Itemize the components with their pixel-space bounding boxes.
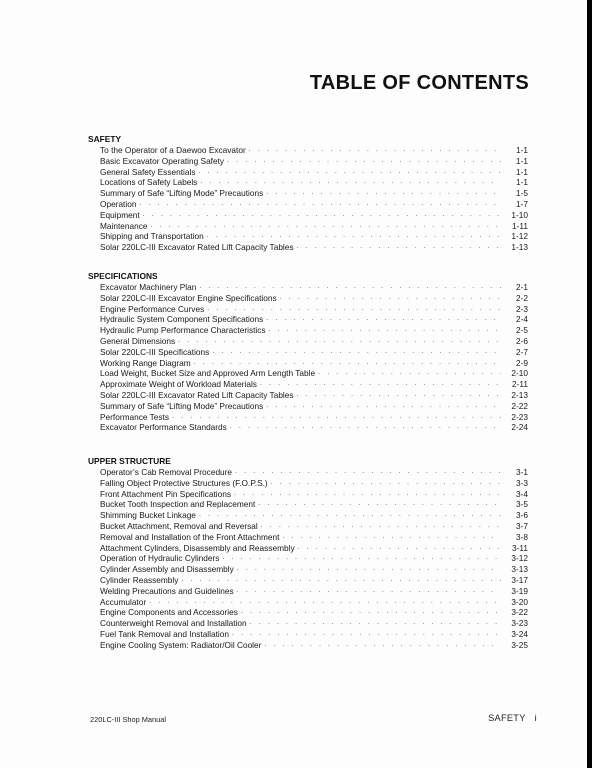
toc-entry-page: 1-5 — [516, 188, 528, 199]
dot-leader — [271, 478, 501, 489]
toc-entry-page: 3-25 — [511, 639, 528, 650]
toc-entry-page: 2-23 — [511, 411, 528, 422]
toc-entry-label: Counterweight Removal and Installation — [100, 618, 247, 629]
toc-entry-label: Summary of Safe “Lifting Mode” Precautions — [100, 400, 264, 411]
toc-entry[interactable] — [100, 221, 528, 232]
toc-entry-page: 3-17 — [511, 574, 528, 585]
toc-entry-page: 2-7 — [516, 346, 528, 357]
toc-entry-page: 3-20 — [511, 596, 528, 607]
toc-entry-page: 3-5 — [516, 499, 528, 510]
toc-entry-page: 3-12 — [511, 553, 528, 564]
toc-entry-label: Attachment Cylinders, Disassembly and Reassembly — [100, 542, 295, 553]
dot-leader — [261, 521, 501, 532]
toc-entry-label: Shimming Bucket Linkage — [100, 510, 196, 521]
toc-entry[interactable] — [100, 553, 528, 564]
toc-entry[interactable] — [100, 188, 528, 199]
dot-leader — [181, 575, 501, 586]
dot-leader — [199, 282, 501, 293]
toc-entry-label: Engine Performance Curves — [100, 303, 205, 314]
dot-leader — [297, 390, 501, 401]
toc-entry-label: Summary of Safe “Lifting Mode” Precautions — [100, 188, 264, 199]
dot-leader — [143, 210, 501, 221]
toc-entry-label: Equipment — [100, 209, 140, 220]
section-heading: SPECIFICATIONS — [88, 271, 158, 281]
toc-entry-page: 2-9 — [516, 357, 528, 368]
toc-entry-page: 1-1 — [516, 177, 528, 188]
toc-entry-page: 2-10 — [511, 368, 528, 379]
toc-entry[interactable] — [100, 575, 528, 586]
dot-leader — [266, 188, 501, 199]
toc-entry[interactable] — [100, 629, 528, 640]
toc-entry-page: 2-13 — [511, 389, 528, 400]
toc-entry-page: 3-22 — [511, 607, 528, 618]
toc-entry[interactable] — [100, 586, 528, 597]
toc-entry-page: 1-1 — [516, 145, 528, 155]
dot-leader — [298, 543, 501, 554]
toc-entry[interactable] — [100, 368, 528, 379]
toc-entry-page: 2-1 — [516, 282, 528, 292]
toc-entry-label: Falling Object Protective Structures (F.O.P.S.) — [100, 477, 268, 488]
toc-entry-page: 1-12 — [511, 231, 528, 242]
toc-entry-page: 1-11 — [512, 220, 528, 231]
toc-entry-page: 2-24 — [511, 422, 528, 433]
toc-entry-page: 1-1 — [516, 155, 528, 166]
section-heading: SAFETY — [88, 134, 122, 144]
toc-entry-label: Approximate Weight of Workload Materials — [100, 379, 257, 390]
toc-entry[interactable] — [100, 390, 528, 401]
toc-entry-label: Locations of Safety Labels — [100, 177, 198, 188]
toc-entry-page: 3-23 — [511, 618, 528, 629]
dot-leader — [297, 242, 501, 253]
toc-entry-label: Performance Tests — [100, 411, 170, 422]
toc-entry[interactable] — [100, 412, 528, 423]
dot-leader — [230, 422, 501, 433]
toc-entry[interactable] — [100, 325, 528, 336]
toc-entry[interactable] — [100, 293, 528, 304]
toc-entry-label: Accumulator — [100, 596, 147, 607]
toc-entry[interactable] — [100, 499, 528, 510]
toc-entry-page: 1-7 — [516, 198, 528, 209]
toc-entry-label: Excavator Performance Standards — [100, 422, 227, 433]
dot-leader — [237, 586, 501, 597]
dot-leader — [207, 231, 501, 242]
dot-leader — [235, 467, 501, 478]
toc-section-specifications — [88, 270, 528, 433]
toc-entry[interactable] — [100, 347, 528, 358]
toc-entry-label: Hydraulic Pump Performance Characteristics — [100, 325, 266, 336]
toc-entry-label: Removal and Installation of the Front Attachment — [100, 531, 280, 542]
dot-leader — [234, 489, 501, 500]
toc-entry[interactable] — [100, 401, 528, 412]
toc-entry[interactable] — [100, 489, 528, 500]
toc-entry[interactable] — [100, 242, 528, 253]
toc-entry[interactable] — [100, 564, 528, 575]
toc-section-upper-structure — [88, 455, 528, 651]
toc-entry[interactable] — [100, 145, 528, 156]
toc-entry-page: 2-2 — [516, 292, 528, 303]
toc-entry-page: 3-3 — [516, 477, 528, 488]
toc-entry[interactable] — [100, 510, 528, 521]
toc-entry[interactable] — [100, 543, 528, 554]
toc-entry[interactable] — [100, 336, 528, 347]
dot-leader — [227, 156, 501, 167]
toc-entry-label: To the Operator of a Daewoo Excavator — [100, 145, 246, 155]
dot-leader — [200, 177, 501, 188]
footer-manual-name: 220LC-III Shop Manual — [90, 715, 167, 724]
dot-leader — [249, 145, 501, 156]
dot-leader — [178, 336, 501, 347]
toc-entry-label: Fuel Tank Removal and Installation — [100, 628, 229, 639]
toc-entry[interactable] — [100, 314, 528, 325]
toc-entry-page: 3-19 — [511, 585, 528, 596]
toc-entry[interactable] — [100, 532, 528, 543]
dot-leader — [250, 618, 501, 629]
dot-leader — [232, 629, 501, 640]
toc-entry[interactable] — [100, 597, 528, 608]
toc-entry-page: 3-24 — [511, 628, 528, 639]
toc-entry-label: Bucket Attachment, Removal and Reversal — [100, 520, 258, 531]
toc-entry[interactable] — [100, 156, 528, 167]
dot-leader — [172, 412, 501, 423]
toc-entry-label: Operator’s Cab Removal Procedure — [100, 467, 233, 477]
toc-entry-label: Load Weight, Bucket Size and Approved Arm Length Table — [100, 368, 316, 379]
toc-section-safety — [88, 133, 528, 253]
toc-entry-page: 3-1 — [516, 467, 528, 477]
footer-section-name: SAFETY — [488, 713, 526, 723]
toc-entry-label: Operation of Hydraulic Cylinders — [100, 553, 220, 564]
toc-entry[interactable] — [100, 167, 528, 178]
toc-entry-label: Welding Precautions and Guidelines — [100, 585, 234, 596]
toc-entry[interactable] — [100, 618, 528, 629]
toc-entry-label: Excavator Machinery Plan — [100, 282, 197, 292]
dot-leader — [266, 314, 501, 325]
dot-leader — [207, 304, 501, 315]
toc-entry-page: 3-4 — [516, 488, 528, 499]
dot-leader — [151, 221, 501, 232]
dot-leader — [149, 597, 501, 608]
dot-leader — [241, 607, 501, 618]
toc-entry[interactable] — [100, 358, 528, 369]
toc-entry-page: 3-11 — [512, 542, 528, 553]
toc-entry-page: 2-11 — [512, 379, 528, 390]
toc-entry-page: 1-1 — [516, 166, 528, 177]
toc-entry-label: Solar 220LC-III Excavator Engine Specifications — [100, 292, 277, 303]
toc-entry-label: Engine Cooling System: Radiator/Oil Cooler — [100, 639, 262, 650]
toc-entry[interactable] — [100, 478, 528, 489]
toc-entry-label: Working Range Diagram — [100, 357, 191, 368]
toc-entry-page: 2-3 — [516, 303, 528, 314]
toc-entry-label: Operation — [100, 198, 137, 209]
toc-entry[interactable] — [100, 379, 528, 390]
dot-leader — [260, 379, 501, 390]
toc-entry-label: Bucket Tooth Inspection and Replacement — [100, 499, 256, 510]
dot-leader — [212, 347, 501, 358]
toc-entry-page: 3-6 — [516, 510, 528, 521]
dot-leader — [266, 401, 501, 412]
toc-entry-page: 3-8 — [516, 531, 528, 542]
toc-entry-page: 2-4 — [516, 314, 528, 325]
toc-entry-page: 2-22 — [511, 400, 528, 411]
toc-entry-label: Shipping and Transportation — [100, 231, 204, 242]
toc-entry-label: Solar 220LC-III Specifications — [100, 346, 210, 357]
section-heading: UPPER STRUCTURE — [88, 456, 171, 466]
dot-leader — [258, 499, 501, 510]
toc-entry[interactable] — [100, 607, 528, 618]
toc-entry-page: 2-5 — [516, 325, 528, 336]
dot-leader — [264, 640, 501, 651]
footer-page-number: i — [534, 713, 537, 723]
toc-entry-page: 3-7 — [516, 520, 528, 531]
page-title: TABLE OF CONTENTS — [309, 72, 529, 94]
toc-entry-label: Basic Excavator Operating Safety — [100, 155, 225, 166]
dot-leader — [269, 325, 501, 336]
toc-entry-label: Solar 220LC-III Excavator Rated Lift Capacity Tables — [100, 242, 294, 253]
toc-entry[interactable] — [100, 199, 528, 210]
dot-leader — [280, 293, 501, 304]
toc-entry-label: Hydraulic System Component Specifications — [100, 314, 264, 325]
toc-entry-label: Cylinder Assembly and Disassembly — [100, 564, 234, 575]
toc-entry-label: Maintenance — [100, 220, 148, 231]
toc-entry[interactable] — [100, 304, 528, 315]
toc-entry-page: 1-10 — [511, 209, 528, 220]
footer-section-label — [488, 713, 537, 723]
toc-entry[interactable] — [100, 231, 528, 242]
toc-entry-label: General Safety Essentials — [100, 166, 196, 177]
dot-leader — [237, 564, 501, 575]
toc-entry-label: Engine Components and Accessories — [100, 607, 238, 618]
toc-entry[interactable] — [100, 282, 528, 293]
toc-entry-label: Solar 220LC-III Excavator Rated Lift Capacity Tables — [100, 389, 294, 400]
dot-leader — [318, 368, 501, 379]
dot-leader — [139, 199, 501, 210]
toc-entry-label: General Dimensions — [100, 335, 176, 346]
toc-entry[interactable] — [100, 177, 528, 188]
toc-entry[interactable] — [100, 640, 528, 651]
dot-leader — [199, 510, 501, 521]
toc-entry-page: 3-13 — [511, 564, 528, 575]
toc-entry-label: Front Attachment Pin Specifications — [100, 488, 231, 499]
toc-entry[interactable] — [100, 422, 528, 433]
toc-entry-page: 1-13 — [511, 242, 528, 253]
toc-entry[interactable] — [100, 210, 528, 221]
dot-leader — [198, 167, 501, 178]
dot-leader — [282, 532, 501, 543]
dot-leader — [194, 358, 501, 369]
toc-entry-page: 2-6 — [516, 335, 528, 346]
toc-entry-label: Cylinder Reassembly — [100, 574, 179, 585]
toc-entry[interactable] — [100, 521, 528, 532]
toc-entry[interactable] — [100, 467, 528, 478]
dot-leader — [222, 553, 501, 564]
